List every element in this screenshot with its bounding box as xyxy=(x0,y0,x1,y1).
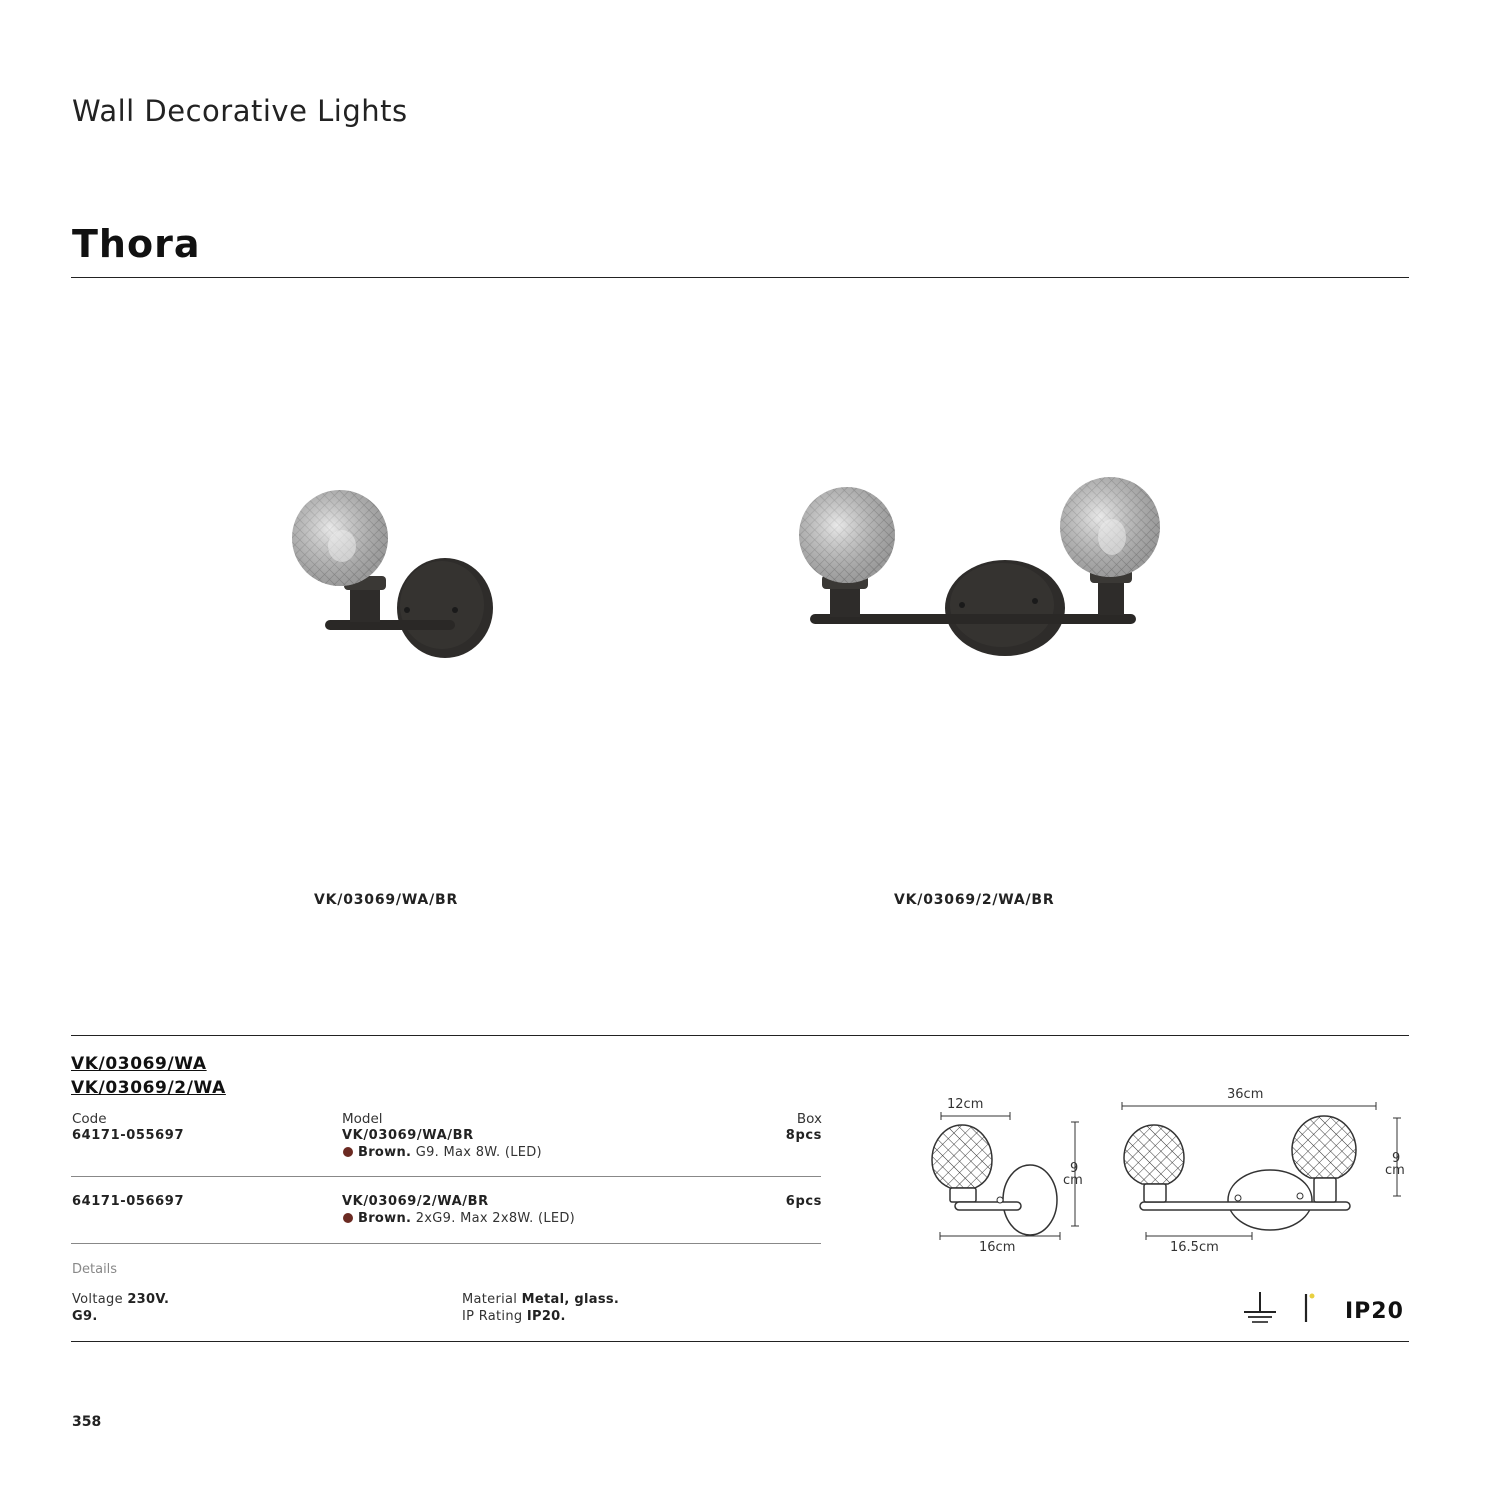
dim-single-width: 16cm xyxy=(979,1240,1016,1255)
spec-header-double: VK/03069/2/WA xyxy=(71,1078,226,1098)
col-code-label: Code xyxy=(72,1111,107,1127)
section-title: Wall Decorative Lights xyxy=(72,94,408,128)
row1-code: 64171-055697 xyxy=(72,1128,185,1143)
double-sconce-image xyxy=(780,475,1180,665)
spec-top-divider xyxy=(71,1035,1409,1036)
caption-single: VK/03069/WA/BR xyxy=(314,892,459,908)
double-dimension-drawing xyxy=(1110,1100,1410,1250)
ip-rating-line: IP Rating IP20. xyxy=(462,1309,566,1324)
dim-single-depth: 12cm xyxy=(947,1097,984,1112)
ip-badge: IP20 xyxy=(1345,1299,1404,1324)
col-box-label: Box xyxy=(796,1111,822,1127)
finish-color-dot xyxy=(343,1213,353,1223)
lamp-line: G9. xyxy=(72,1309,98,1324)
row1-spec xyxy=(343,1145,542,1160)
row-divider xyxy=(71,1243,821,1244)
dim-double-depth: 16.5cm xyxy=(1170,1240,1219,1255)
details-label: Details xyxy=(72,1262,118,1277)
dim-single-height: 9 xyxy=(1070,1161,1079,1176)
single-sconce-image xyxy=(280,480,510,670)
col-model-label: Model xyxy=(342,1111,383,1127)
row-divider xyxy=(71,1176,821,1177)
title-divider xyxy=(71,277,1409,278)
row2-spec xyxy=(343,1211,575,1226)
finish-color-dot xyxy=(343,1147,353,1157)
spec-bottom-divider xyxy=(71,1341,1409,1342)
row2-box: 6pcs xyxy=(785,1194,822,1209)
material-line: Material Metal, glass. xyxy=(462,1292,620,1307)
wall-mount-icon xyxy=(1298,1290,1320,1324)
dim-double-width: 36cm xyxy=(1227,1087,1264,1102)
dim-double-height-unit: cm xyxy=(1385,1163,1405,1178)
row2-model: VK/03069/2/WA/BR xyxy=(342,1194,489,1209)
dim-single-height-unit: cm xyxy=(1063,1173,1083,1188)
row1-model: VK/03069/WA/BR xyxy=(342,1128,474,1143)
row2-desc: 2xG9. Max 2x8W. (LED) xyxy=(415,1211,576,1226)
caption-double: VK/03069/2/WA/BR xyxy=(894,892,1055,908)
row1-box: 8pcs xyxy=(785,1128,822,1143)
earth-ground-icon xyxy=(1240,1290,1280,1326)
page-number: 358 xyxy=(72,1414,102,1430)
row1-finish: Brown. xyxy=(358,1145,412,1160)
product-title: Thora xyxy=(72,222,201,266)
row1-desc: G9. Max 8W. (LED) xyxy=(415,1145,542,1160)
voltage-line: Voltage 230V. xyxy=(72,1292,170,1307)
row2-code: 64171-056697 xyxy=(72,1194,185,1209)
row2-finish: Brown. xyxy=(358,1211,412,1226)
dim-double-height: 9 xyxy=(1392,1151,1401,1166)
spec-header-single: VK/03069/WA xyxy=(71,1054,207,1074)
